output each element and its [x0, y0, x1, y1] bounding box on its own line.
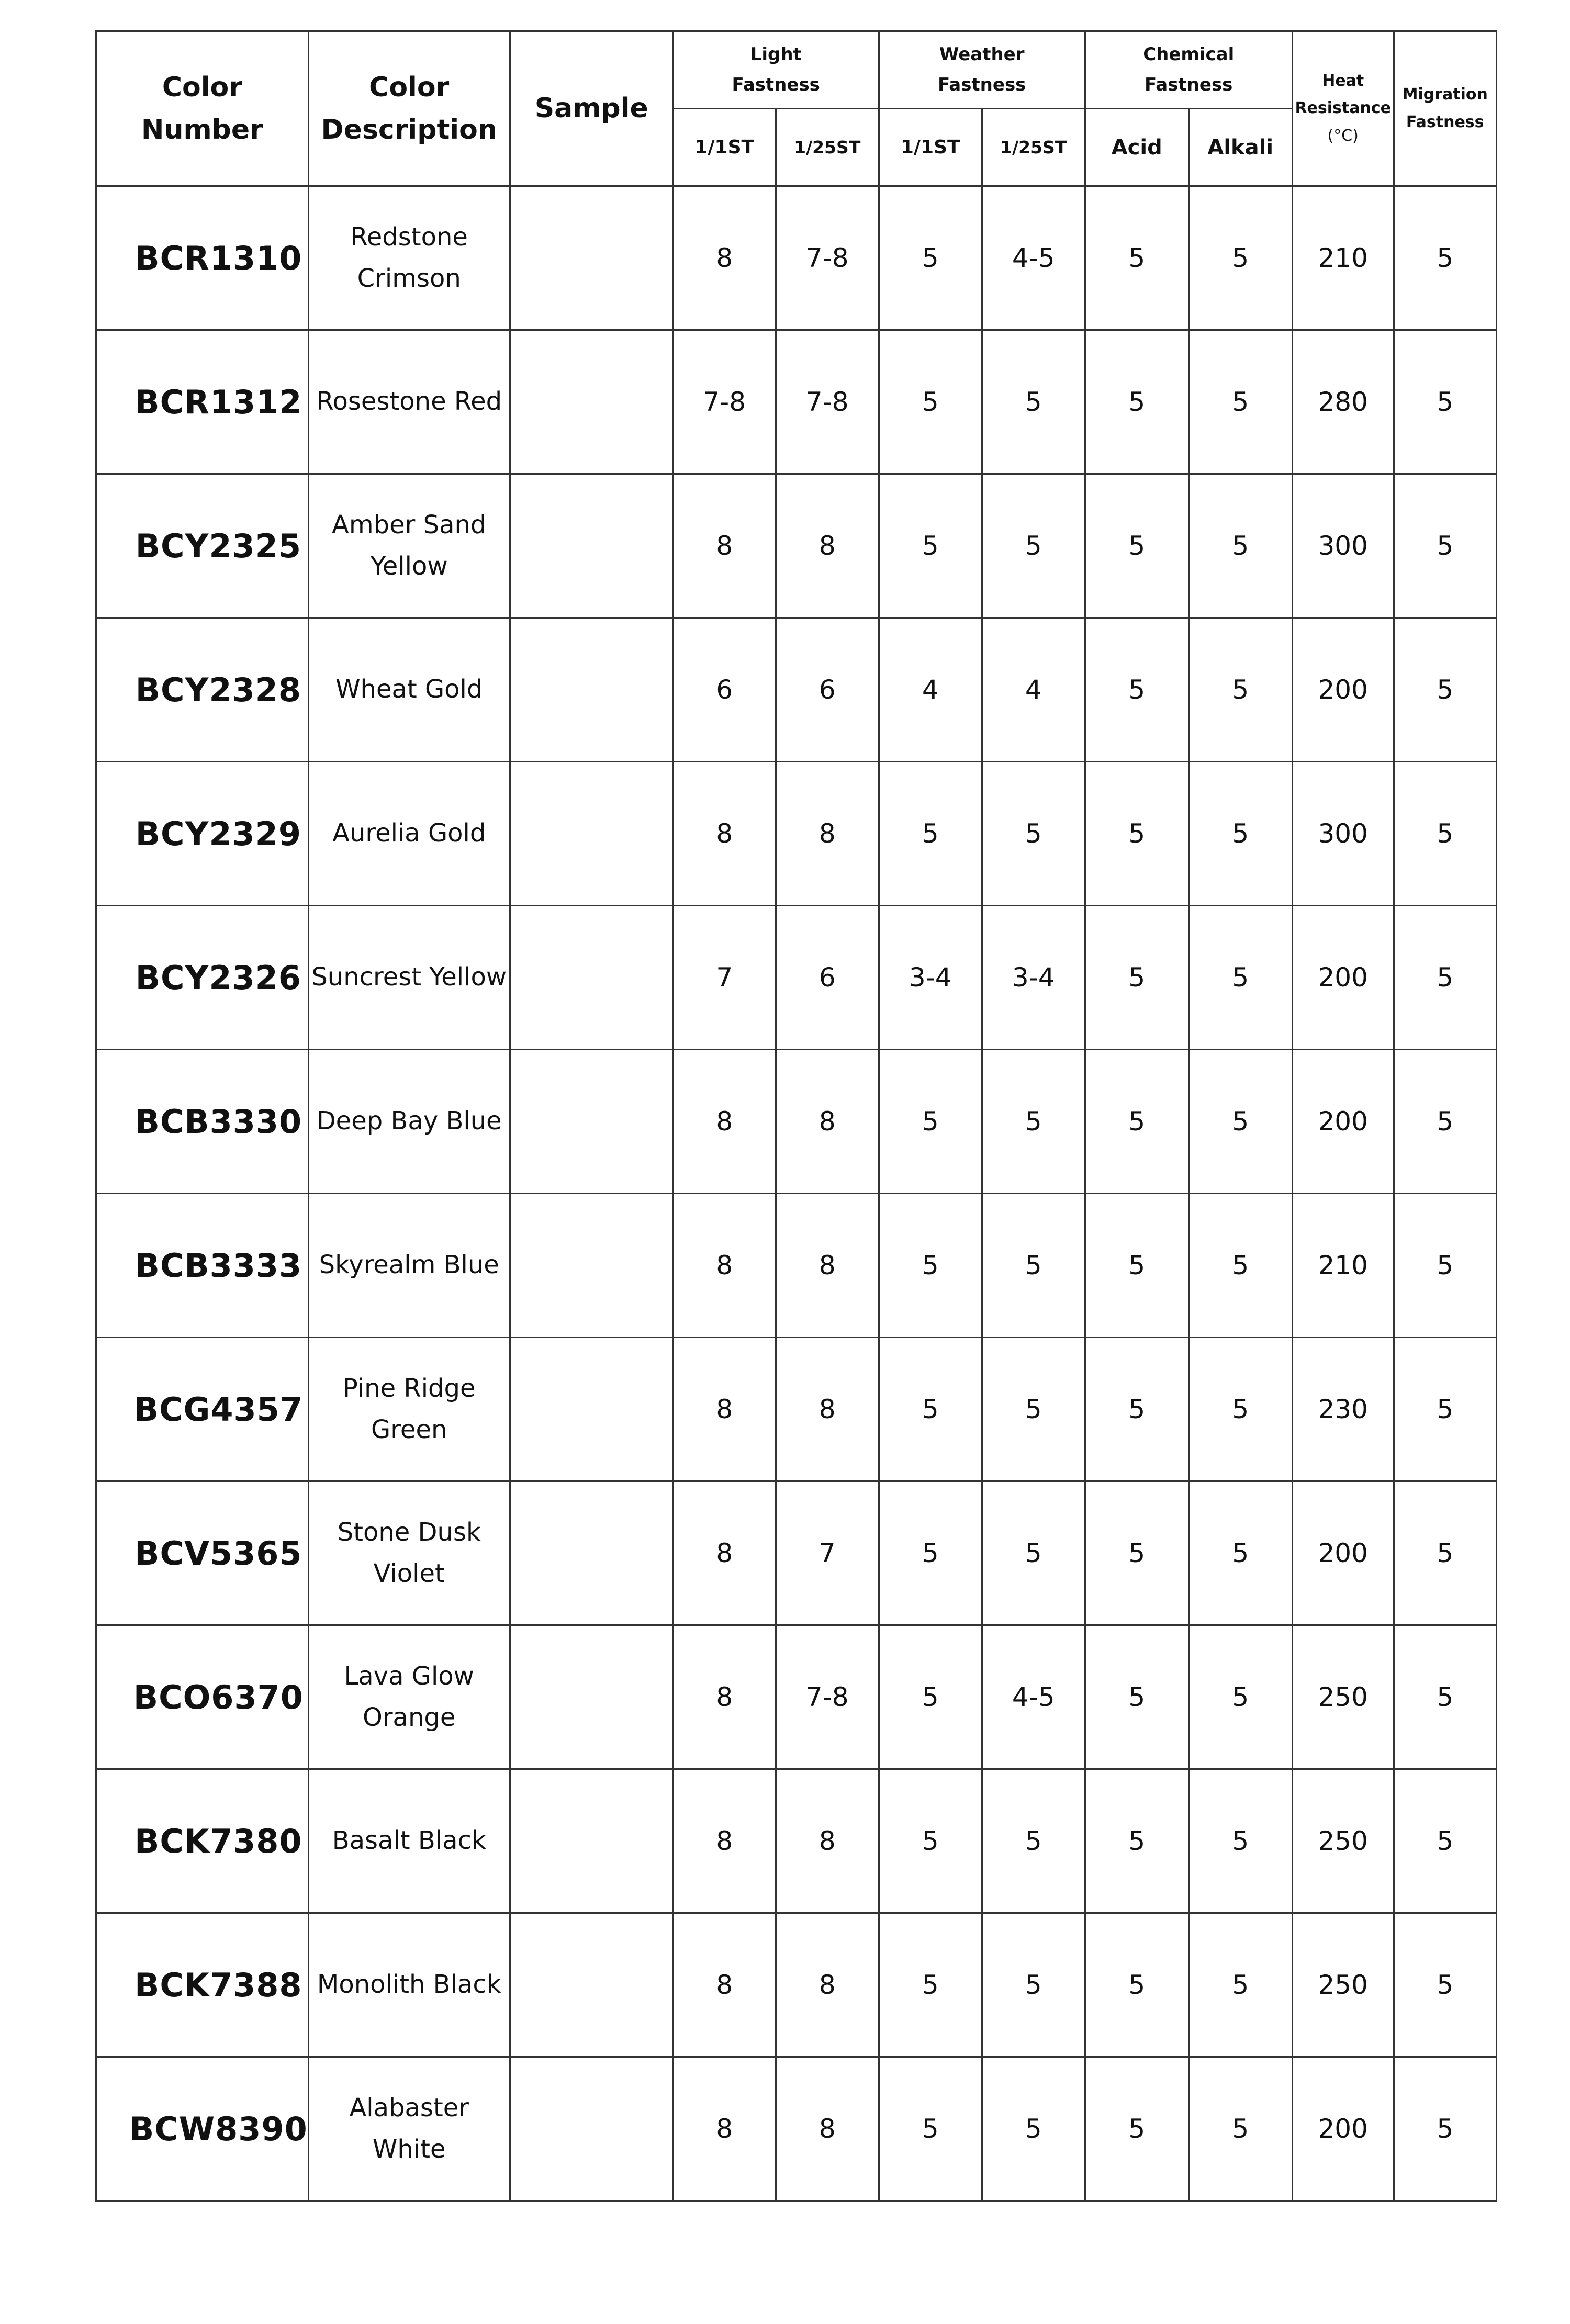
chemical-fastness-alkali: 5	[1188, 1913, 1292, 2057]
migration-fastness: 5	[1394, 618, 1496, 762]
color-sample	[510, 2057, 673, 2201]
chemical-fastness-acid: 5	[1085, 1338, 1188, 1481]
migration-fastness: 5	[1394, 330, 1496, 474]
light-fastness-1-25st: 6	[776, 906, 879, 1050]
color-description	[308, 2057, 510, 2201]
color-number: BCY2328	[96, 618, 309, 762]
weather-fastness-1-1st: 5	[879, 1625, 982, 1769]
light-fastness-1-1st: 8	[673, 1913, 776, 2057]
table-row	[96, 618, 1497, 762]
weather-fastness-1-1st: 3-4	[879, 906, 982, 1050]
color-description	[308, 1050, 510, 1194]
header-chemical-fastness: Chemical Fastness	[1085, 31, 1292, 109]
table-row	[96, 1481, 1497, 1625]
chemical-fastness-acid: 5	[1085, 618, 1188, 762]
chemical-fastness-acid: 5	[1085, 1194, 1188, 1338]
heat-resistance: 300	[1292, 474, 1394, 618]
table-row	[96, 1050, 1497, 1194]
chemical-fastness-acid: 5	[1085, 1481, 1188, 1625]
light-fastness-1-25st: 7-8	[776, 1625, 879, 1769]
weather-fastness-1-25st: 5	[982, 2057, 1085, 2201]
color-sample	[510, 186, 673, 330]
color-number: BCK7388	[96, 1913, 309, 2057]
weather-fastness-1-25st: 5	[982, 1913, 1085, 2057]
color-number: BCY2329	[96, 762, 309, 906]
light-fastness-1-1st: 8	[673, 1194, 776, 1338]
chemical-fastness-alkali: 5	[1188, 1050, 1292, 1194]
light-fastness-1-1st: 8	[673, 1481, 776, 1625]
header-alkali: Alkali	[1188, 109, 1292, 186]
weather-fastness-1-25st: 5	[982, 1769, 1085, 1913]
light-fastness-1-1st: 7-8	[673, 330, 776, 474]
migration-fastness: 5	[1394, 186, 1496, 330]
migration-fastness: 5	[1394, 1769, 1496, 1913]
chemical-fastness-acid: 5	[1085, 330, 1188, 474]
description-line-1: Deep Bay Blue	[316, 1106, 502, 1136]
description-line-1: Redstone	[350, 222, 468, 252]
light-fastness-1-25st: 8	[776, 474, 879, 618]
heat-resistance: 200	[1292, 906, 1394, 1050]
chemical-fastness-acid: 5	[1085, 1625, 1188, 1769]
weather-fastness-1-25st: 5	[982, 1194, 1085, 1338]
heat-resistance: 300	[1292, 762, 1394, 906]
heat-resistance: 250	[1292, 1625, 1394, 1769]
description-line-2: Crimson	[357, 264, 461, 293]
migration-fastness: 5	[1394, 1625, 1496, 1769]
color-description	[308, 1338, 510, 1481]
description-line-1: Stone Dusk	[337, 1517, 481, 1547]
color-sample	[510, 1481, 673, 1625]
chemical-fastness-acid: 5	[1085, 1913, 1188, 2057]
description-line-1: Rosestone Red	[316, 387, 502, 417]
color-sample	[510, 906, 673, 1050]
light-fastness-1-25st: 6	[776, 618, 879, 762]
color-number: BCK7380	[96, 1769, 309, 1913]
light-fastness-1-1st: 8	[673, 474, 776, 618]
color-number: BCO6370	[96, 1625, 309, 1769]
color-number: BCV5365	[96, 1481, 309, 1625]
chemical-fastness-acid: 5	[1085, 762, 1188, 906]
chemical-fastness-alkali: 5	[1188, 1769, 1292, 1913]
weather-fastness-1-1st: 5	[879, 2057, 982, 2201]
weather-fastness-1-1st: 5	[879, 1338, 982, 1481]
chemical-fastness-alkali: 5	[1188, 186, 1292, 330]
header-weather-fastness: Weather Fastness	[879, 31, 1085, 109]
header-weather-1-1st: 1/1ST	[879, 109, 982, 186]
heat-resistance: 280	[1292, 330, 1394, 474]
table-row	[96, 906, 1497, 1050]
weather-fastness-1-1st: 5	[879, 1050, 982, 1194]
weather-fastness-1-25st: 4	[982, 618, 1085, 762]
color-sample	[510, 1050, 673, 1194]
header-light-fastness: Light Fastness	[673, 31, 879, 109]
color-sample	[510, 1913, 673, 2057]
description-line-2: Green	[371, 1415, 447, 1444]
color-description	[308, 1769, 510, 1913]
weather-fastness-1-1st: 5	[879, 1194, 982, 1338]
color-sample	[510, 762, 673, 906]
light-fastness-1-25st: 7	[776, 1481, 879, 1625]
table-body	[96, 186, 1497, 2201]
migration-fastness: 5	[1394, 762, 1496, 906]
weather-fastness-1-25st: 5	[982, 1338, 1085, 1481]
weather-fastness-1-1st: 5	[879, 1769, 982, 1913]
color-description	[308, 906, 510, 1050]
light-fastness-1-1st: 8	[673, 2057, 776, 2201]
header-sample: Sample	[510, 31, 673, 186]
chemical-fastness-acid: 5	[1085, 186, 1188, 330]
description-line-1: Alabaster White	[349, 2093, 469, 2164]
migration-fastness: 5	[1394, 1481, 1496, 1625]
light-fastness-1-25st: 8	[776, 1913, 879, 2057]
color-sample	[510, 330, 673, 474]
table-row	[96, 762, 1497, 906]
color-number: BCR1312	[96, 330, 309, 474]
weather-fastness-1-1st: 5	[879, 1913, 982, 2057]
weather-fastness-1-1st: 5	[879, 762, 982, 906]
migration-fastness: 5	[1394, 1050, 1496, 1194]
color-sample	[510, 1625, 673, 1769]
light-fastness-1-25st: 7-8	[776, 186, 879, 330]
header-color-description: Color Description	[308, 31, 510, 186]
color-fastness-table	[95, 30, 1497, 2202]
color-description	[308, 1913, 510, 2057]
heat-resistance: 230	[1292, 1338, 1394, 1481]
description-line-1: Pine Ridge	[342, 1373, 476, 1403]
weather-fastness-1-25st: 5	[982, 1050, 1085, 1194]
weather-fastness-1-25st: 4-5	[982, 1625, 1085, 1769]
description-line-1: Monolith Black	[317, 1970, 501, 2000]
color-sample	[510, 1194, 673, 1338]
description-line-1: Aurelia Gold	[332, 818, 486, 848]
weather-fastness-1-1st: 5	[879, 330, 982, 474]
chemical-fastness-acid: 5	[1085, 906, 1188, 1050]
chemical-fastness-alkali: 5	[1188, 1338, 1292, 1481]
weather-fastness-1-1st: 4	[879, 618, 982, 762]
chemical-fastness-alkali: 5	[1188, 1194, 1292, 1338]
heat-resistance: 250	[1292, 1769, 1394, 1913]
color-description	[308, 474, 510, 618]
header-weather-1-25st: 1/25ST	[982, 109, 1085, 186]
heat-resistance: 210	[1292, 186, 1394, 330]
description-line-1: Lava Glow	[344, 1661, 474, 1691]
heat-resistance: 200	[1292, 1481, 1394, 1625]
description-line-1: Amber Sand	[332, 510, 487, 540]
chemical-fastness-alkali: 5	[1188, 762, 1292, 906]
weather-fastness-1-1st: 5	[879, 186, 982, 330]
description-line-1: Wheat Gold	[335, 675, 483, 704]
heat-resistance: 200	[1292, 1050, 1394, 1194]
table-row	[96, 1194, 1497, 1338]
table-row	[96, 2057, 1497, 2201]
description-line-1: Basalt Black	[332, 1826, 486, 1856]
weather-fastness-1-25st: 5	[982, 330, 1085, 474]
migration-fastness: 5	[1394, 2057, 1496, 2201]
chemical-fastness-alkali: 5	[1188, 474, 1292, 618]
table-row	[96, 474, 1497, 618]
color-sample	[510, 618, 673, 762]
chemical-fastness-alkali: 5	[1188, 906, 1292, 1050]
light-fastness-1-1st: 8	[673, 1769, 776, 1913]
light-fastness-1-1st: 7	[673, 906, 776, 1050]
table-row	[96, 1769, 1497, 1913]
description-line-2: Violet	[373, 1559, 445, 1588]
color-number: BCY2325	[96, 474, 309, 618]
heat-resistance: 250	[1292, 1913, 1394, 2057]
description-line-1: Suncrest Yellow	[311, 962, 507, 992]
migration-fastness: 5	[1394, 1913, 1496, 2057]
chemical-fastness-alkali: 5	[1188, 1481, 1292, 1625]
weather-fastness-1-1st: 5	[879, 474, 982, 618]
description-line-2: Yellow	[370, 552, 448, 581]
weather-fastness-1-25st: 5	[982, 1481, 1085, 1625]
color-number: BCG4357	[96, 1338, 309, 1481]
table-row	[96, 1338, 1497, 1481]
light-fastness-1-25st: 8	[776, 1338, 879, 1481]
color-number: BCB3330	[96, 1050, 309, 1194]
table-row	[96, 1913, 1497, 2057]
color-sample	[510, 1769, 673, 1913]
light-fastness-1-1st: 6	[673, 618, 776, 762]
header-light-1-1st: 1/1ST	[673, 109, 776, 186]
header-acid: Acid	[1085, 109, 1188, 186]
migration-fastness: 5	[1394, 1194, 1496, 1338]
heat-resistance: 210	[1292, 1194, 1394, 1338]
table-row	[96, 186, 1497, 330]
light-fastness-1-25st: 8	[776, 1194, 879, 1338]
color-description	[308, 618, 510, 762]
chemical-fastness-alkali: 5	[1188, 618, 1292, 762]
migration-fastness: 5	[1394, 474, 1496, 618]
table-row	[96, 1625, 1497, 1769]
chemical-fastness-acid: 5	[1085, 1050, 1188, 1194]
header-heat-resistance: Heat Resistance (°C)	[1292, 31, 1394, 186]
migration-fastness: 5	[1394, 906, 1496, 1050]
weather-fastness-1-25st: 3-4	[982, 906, 1085, 1050]
color-description	[308, 186, 510, 330]
chemical-fastness-acid: 5	[1085, 2057, 1188, 2201]
color-number: BCW8390	[96, 2057, 309, 2201]
color-description	[308, 1481, 510, 1625]
header-color-number: Color Number	[96, 31, 309, 186]
color-sample	[510, 1338, 673, 1481]
color-number: BCY2326	[96, 906, 309, 1050]
light-fastness-1-25st: 8	[776, 1050, 879, 1194]
weather-fastness-1-25st: 5	[982, 762, 1085, 906]
weather-fastness-1-25st: 4-5	[982, 186, 1085, 330]
color-sample	[510, 474, 673, 618]
header-light-1-25st: 1/25ST	[776, 109, 879, 186]
color-number: BCB3333	[96, 1194, 309, 1338]
color-description	[308, 330, 510, 474]
heat-resistance: 200	[1292, 618, 1394, 762]
description-line-2: Orange	[363, 1703, 456, 1732]
chemical-fastness-acid: 5	[1085, 1769, 1188, 1913]
chemical-fastness-alkali: 5	[1188, 2057, 1292, 2201]
weather-fastness-1-1st: 5	[879, 1481, 982, 1625]
light-fastness-1-1st: 8	[673, 186, 776, 330]
color-number: BCR1310	[96, 186, 309, 330]
description-line-1: Skyrealm Blue	[319, 1250, 499, 1280]
color-description	[308, 1194, 510, 1338]
header-migration-fastness: Migration Fastness	[1394, 31, 1496, 186]
color-description	[308, 1625, 510, 1769]
heat-resistance: 200	[1292, 2057, 1394, 2201]
light-fastness-1-25st: 7-8	[776, 330, 879, 474]
chemical-fastness-alkali: 5	[1188, 330, 1292, 474]
light-fastness-1-1st: 8	[673, 1050, 776, 1194]
color-description	[308, 762, 510, 906]
light-fastness-1-25st: 8	[776, 2057, 879, 2201]
light-fastness-1-1st: 8	[673, 1625, 776, 1769]
light-fastness-1-25st: 8	[776, 1769, 879, 1913]
light-fastness-1-25st: 8	[776, 762, 879, 906]
table-row	[96, 330, 1497, 474]
migration-fastness: 5	[1394, 1338, 1496, 1481]
chemical-fastness-acid: 5	[1085, 474, 1188, 618]
weather-fastness-1-25st: 5	[982, 474, 1085, 618]
light-fastness-1-1st: 8	[673, 1338, 776, 1481]
light-fastness-1-1st: 8	[673, 762, 776, 906]
chemical-fastness-alkali: 5	[1188, 1625, 1292, 1769]
